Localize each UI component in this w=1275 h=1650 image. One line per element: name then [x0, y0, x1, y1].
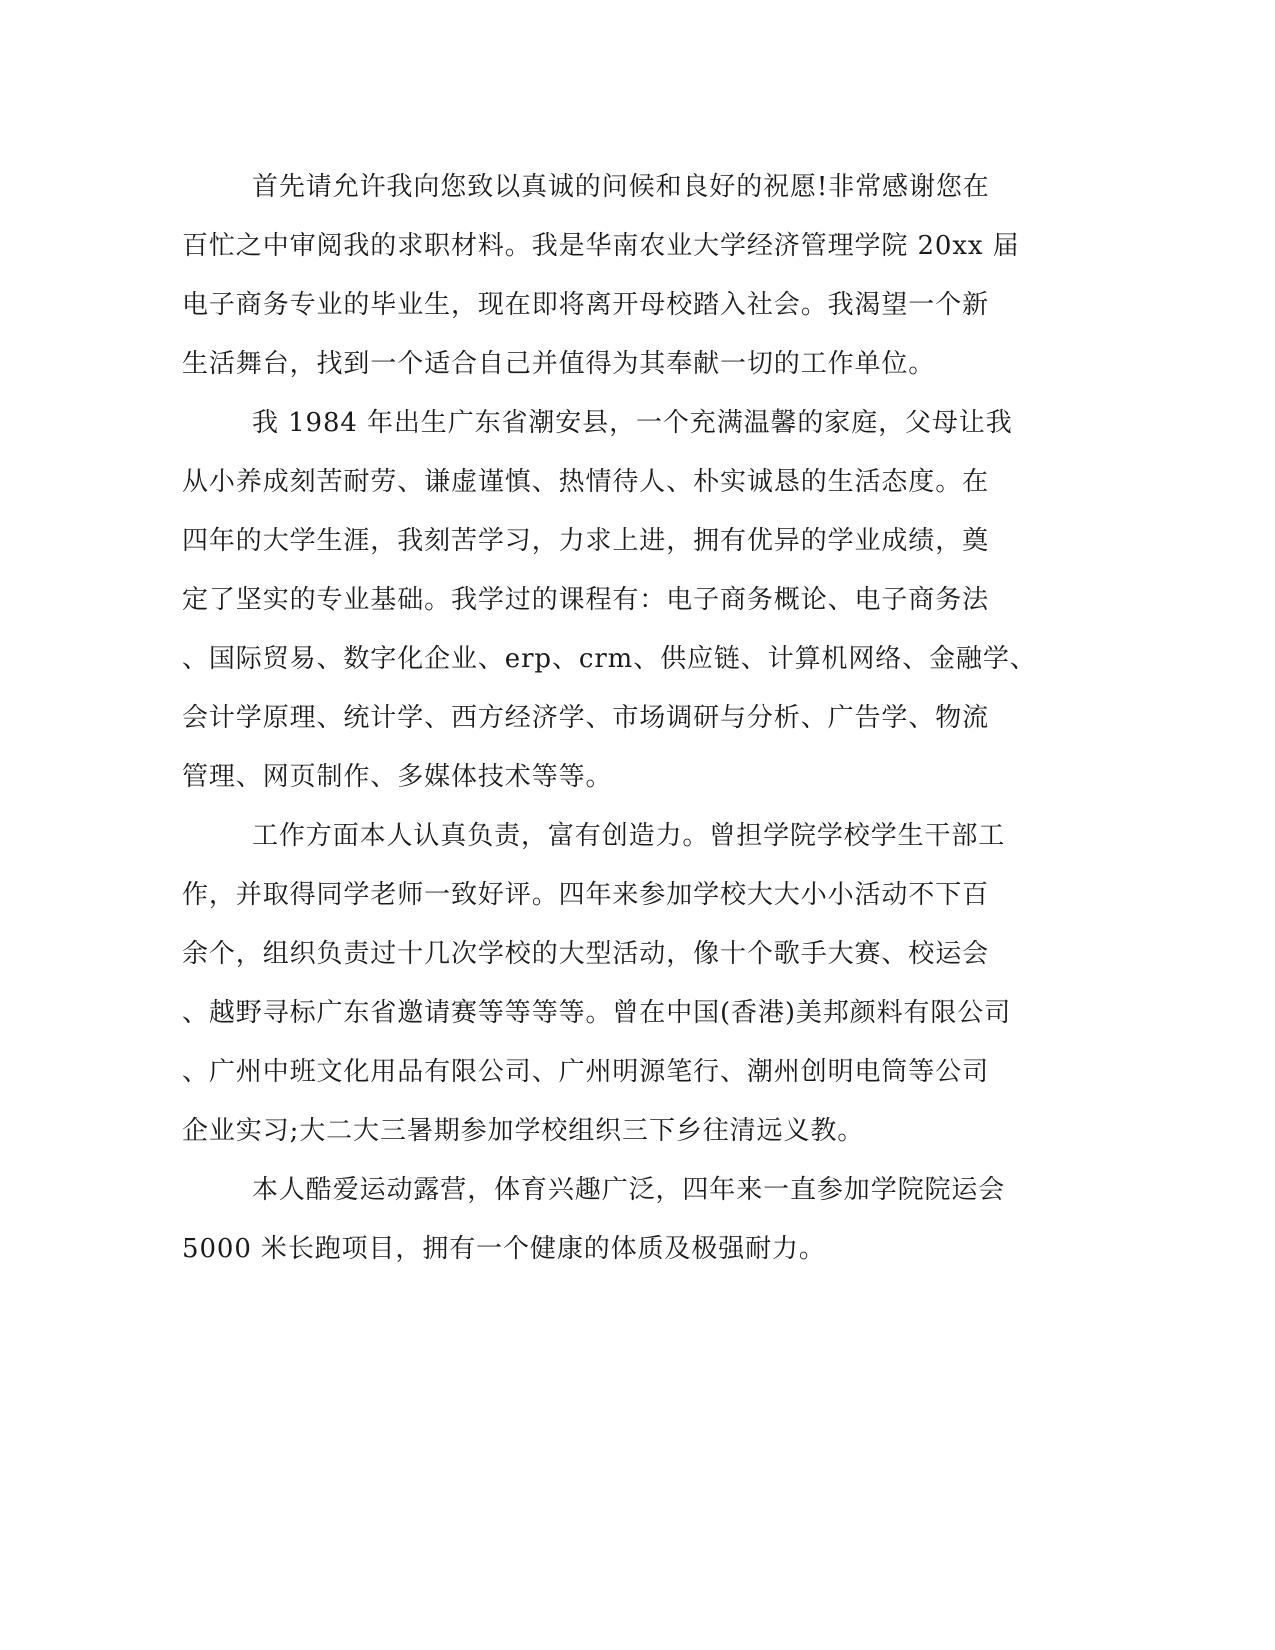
text-line: 工作方面本人认真负责，富有创造力。曾担学院学校学生干部工: [252, 821, 1006, 851]
text-line: 、国际贸易、数字化企业、erp、crm、供应链、计算机网络、金融学、: [182, 644, 1037, 674]
text-line: 四年的大学生涯，我刻苦学习，力求上进，拥有优异的学业成绩，奠: [182, 526, 990, 556]
text-line: 首先请允许我向您致以真诚的问候和良好的祝愿!非常感谢您在: [252, 172, 990, 202]
text-line: 电子商务专业的毕业生，现在即将离开母校踏入社会。我渴望一个新: [182, 290, 990, 320]
text-line: 作，并取得同学老师一致好评。四年来参加学校大大小小活动不下百: [182, 880, 990, 910]
text-line: 本人酷爱运动露营，体育兴趣广泛，四年来一直参加学院院运会: [252, 1175, 1006, 1205]
paragraph-work-experience: [182, 807, 1032, 1161]
text-line: 管理、网页制作、多媒体技术等等。: [182, 762, 613, 792]
text-line: 百忙之中审阅我的求职材料。我是华南农业大学经济管理学院 20xx 届: [182, 231, 1020, 261]
text-line: 余个，组织负责过十几次学校的大型活动，像十个歌手大赛、校运会: [182, 939, 990, 969]
paragraph-hobbies: [182, 1161, 1032, 1279]
text-line: 、越野寻标广东省邀请赛等等等等。曾在中国(香港)美邦颜料有限公司: [182, 998, 1012, 1028]
text-line: 、广州中班文化用品有限公司、广州明源笔行、潮州创明电筒等公司: [182, 1057, 990, 1087]
text-line: 我 1984 年出生广东省潮安县，一个充满温馨的家庭，父母让我: [252, 408, 1013, 438]
text-line: 5000 米长跑项目，拥有一个健康的体质及极强耐力。: [182, 1234, 826, 1264]
text-line: 定了坚实的专业基础。我学过的课程有：电子商务概论、电子商务法: [182, 585, 990, 615]
paragraph-greeting: [182, 158, 1032, 394]
text-line: 从小养成刻苦耐劳、谦虚谨慎、热情待人、朴实诚恳的生活态度。在: [182, 467, 990, 497]
text-line: 会计学原理、统计学、西方经济学、市场调研与分析、广告学、物流: [182, 703, 990, 733]
letter-body: [182, 158, 1037, 1279]
text-line: 企业实习;大二大三暑期参加学校组织三下乡往清远义教。: [182, 1116, 865, 1146]
paragraph-background: [182, 394, 1037, 807]
text-line: 生活舞台，找到一个适合自己并值得为其奉献一切的工作单位。: [182, 349, 936, 379]
